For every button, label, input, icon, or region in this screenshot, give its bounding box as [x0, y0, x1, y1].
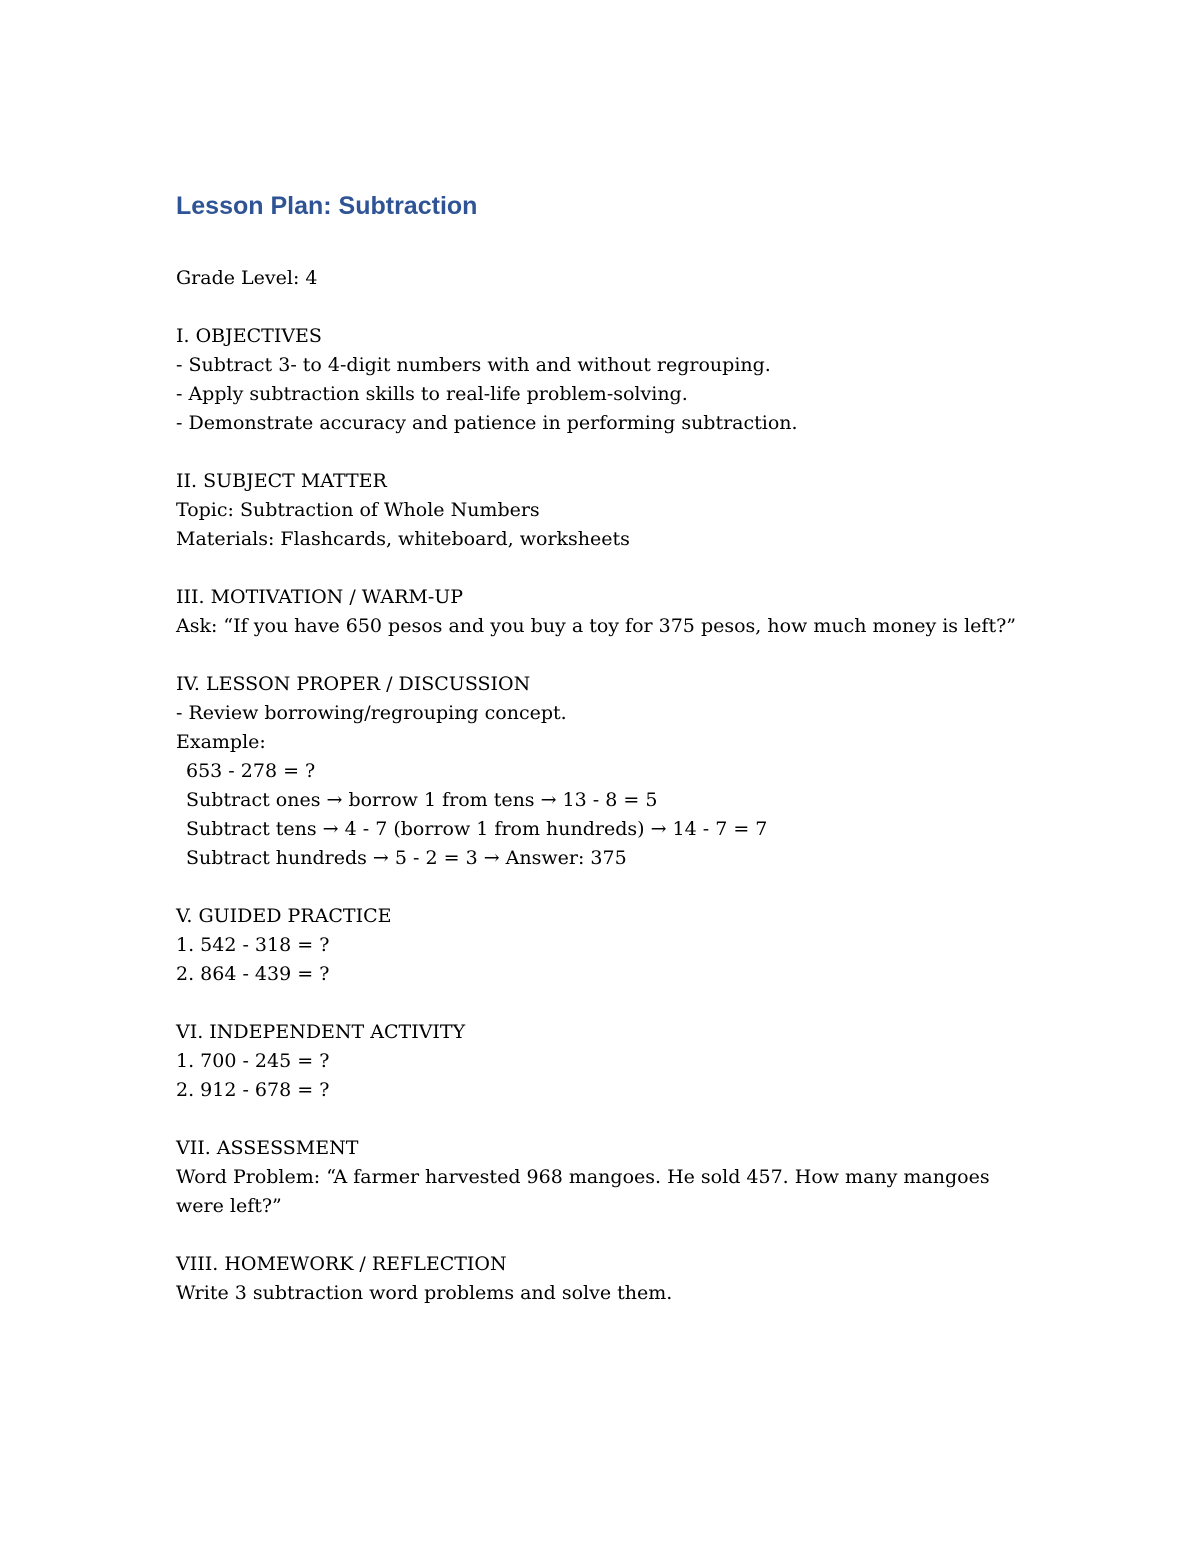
objective-item: - Demonstrate accuracy and patience in performing subtraction.: [176, 412, 798, 434]
subject-materials: Materials: Flashcards, whiteboard, worksheets: [176, 528, 630, 550]
subject-matter-section: [176, 467, 1026, 554]
assessment-text: Word Problem: “A farmer harvested 968 mangoes. He sold 457. How many mangoes were left?”: [176, 1166, 996, 1217]
guided-practice-item: 1. 542 - 318 = ?: [176, 934, 330, 956]
homework-section: [176, 1250, 1026, 1308]
example-line: Subtract hundreds → 5 - 2 = 3 → Answer: 375: [186, 847, 627, 869]
homework-heading: VIII. HOMEWORK / REFLECTION: [176, 1253, 507, 1275]
example-line: Subtract ones → borrow 1 from tens → 13 - 8 = 5: [186, 789, 658, 811]
objectives-section: [176, 322, 1026, 438]
document-title: Lesson Plan: Subtraction: [176, 192, 478, 220]
lesson-review: - Review borrowing/regrouping concept.: [176, 702, 567, 724]
guided-practice-item: 2. 864 - 439 = ?: [176, 963, 330, 985]
document-body: [176, 190, 1026, 1308]
independent-activity-heading: VI. INDEPENDENT ACTIVITY: [176, 1021, 466, 1043]
lesson-proper-section: [176, 670, 1026, 873]
independent-activity-item: 1. 700 - 245 = ?: [176, 1050, 330, 1072]
example-label: Example:: [176, 731, 266, 753]
example-line: Subtract tens → 4 - 7 (borrow 1 from hundreds) → 14 - 7 = 7: [186, 818, 768, 840]
assessment-heading: VII. ASSESSMENT: [176, 1137, 359, 1159]
motivation-section: [176, 583, 1026, 641]
guided-practice-section: [176, 902, 1026, 989]
objective-item: - Subtract 3- to 4-digit numbers with and without regrouping.: [176, 354, 771, 376]
homework-text: Write 3 subtraction word problems and solve them.: [176, 1282, 673, 1304]
objectives-heading: I. OBJECTIVES: [176, 325, 322, 347]
motivation-heading: III. MOTIVATION / WARM-UP: [176, 586, 464, 608]
grade-level: Grade Level: 4: [176, 267, 318, 289]
subject-matter-heading: II. SUBJECT MATTER: [176, 470, 387, 492]
lesson-proper-heading: IV. LESSON PROPER / DISCUSSION: [176, 673, 531, 695]
independent-activity-section: [176, 1018, 1026, 1105]
motivation-text: Ask: “If you have 650 pesos and you buy a toy for 375 pesos, how much money is left?”: [176, 615, 1016, 637]
objective-item: - Apply subtraction skills to real-life problem-solving.: [176, 383, 688, 405]
independent-activity-item: 2. 912 - 678 = ?: [176, 1079, 330, 1101]
guided-practice-heading: V. GUIDED PRACTICE: [176, 905, 392, 927]
example-line: 653 - 278 = ?: [186, 760, 316, 782]
assessment-section: [176, 1134, 1026, 1221]
subject-topic: Topic: Subtraction of Whole Numbers: [176, 499, 540, 521]
